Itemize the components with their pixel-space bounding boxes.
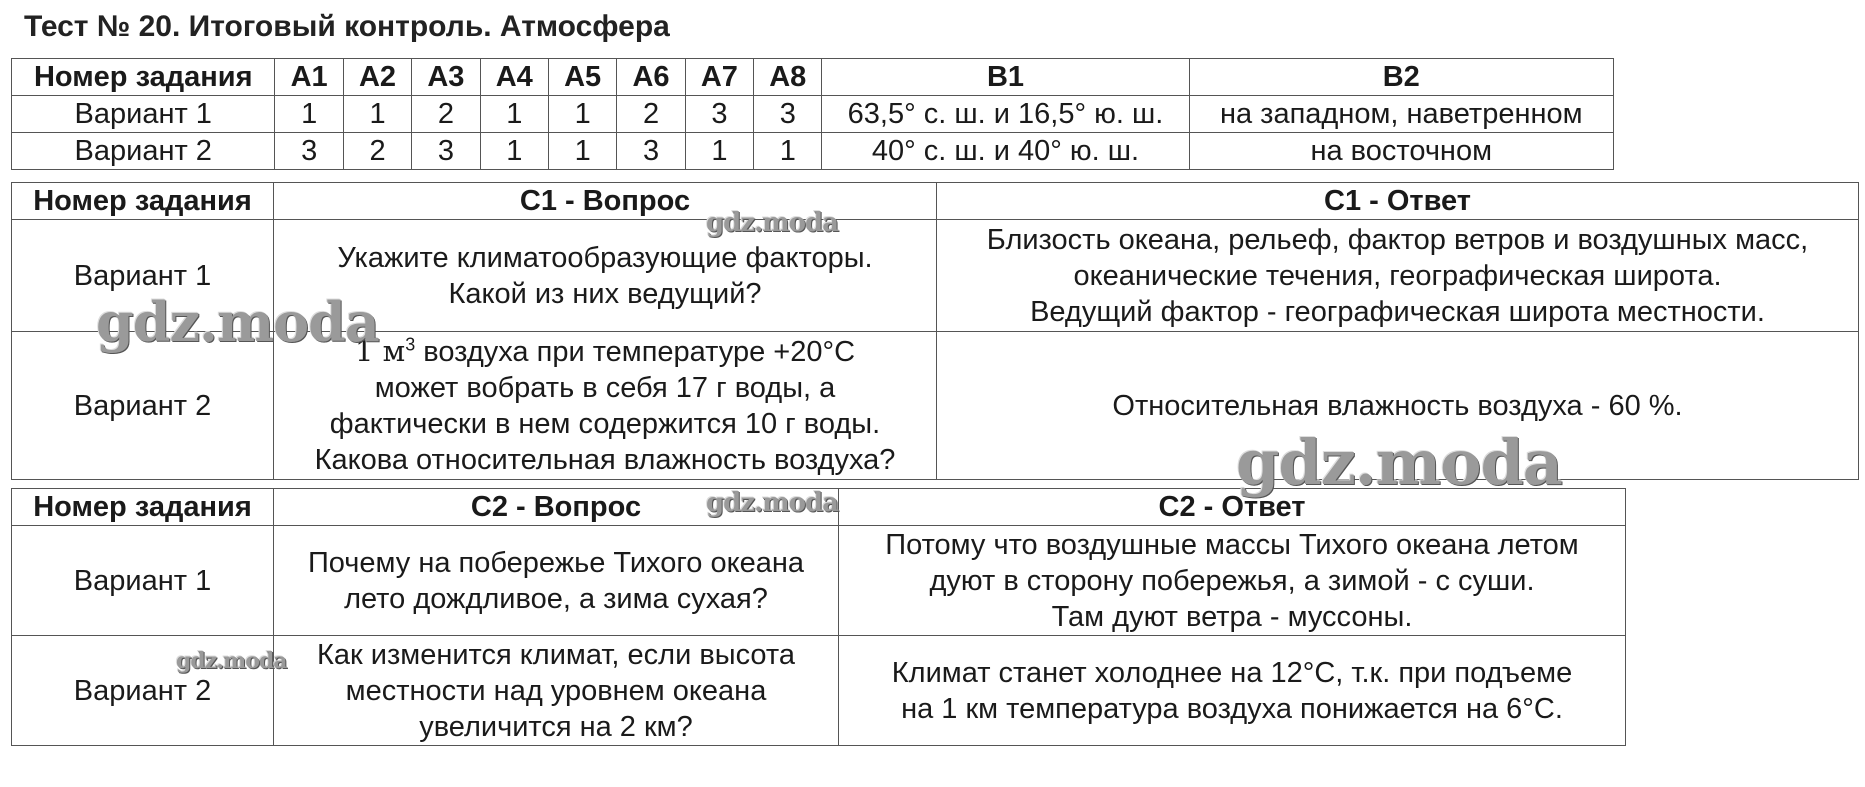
question-text: воздуха при температуре +20°С — [415, 336, 856, 368]
header-cell: A7 — [685, 59, 753, 96]
table-header-row — [12, 183, 1859, 220]
answer-cell: на западном, наветренном — [1189, 96, 1613, 133]
answer-cell: 1 — [685, 133, 753, 170]
header-cell: A6 — [617, 59, 685, 96]
answer-line: Относительная влажность воздуха - 60 %. — [1112, 389, 1683, 422]
answer-line: на 1 км температура воздуха понижается на 6°С. — [901, 692, 1563, 725]
answer-cell — [937, 220, 1859, 332]
answer-cell: 1 — [754, 133, 822, 170]
header-cell: Номер задания — [12, 59, 275, 96]
table-header-row — [12, 489, 1626, 526]
table-row — [12, 332, 1859, 480]
question-line: увеличится на 2 км? — [419, 710, 693, 743]
variant-cell: Вариант 1 — [12, 96, 275, 133]
question-line: фактически в нем содержится 10 г воды. — [329, 408, 881, 440]
table-row — [12, 96, 1614, 133]
answer-cell: 3 — [685, 96, 753, 133]
variant-cell: Вариант 2 — [12, 636, 274, 746]
answers-table-c1 — [11, 182, 1859, 480]
question-line: лето дождливое, а зима сухая? — [344, 582, 768, 615]
answer-line: Близость океана, рельеф, фактор ветров и воздушных масс, — [986, 223, 1809, 256]
table-row — [12, 220, 1859, 332]
header-cell: Номер задания — [12, 489, 274, 526]
answer-line: Климат станет холоднее на 12°С, т.к. при подъеме — [891, 656, 1573, 689]
header-cell: С2 - Вопрос — [274, 489, 839, 526]
header-cell: С2 - Ответ — [839, 489, 1626, 526]
variant-cell: Вариант 2 — [12, 133, 275, 170]
answer-cell: 1 — [343, 96, 411, 133]
watermark: gdz.moda — [706, 488, 839, 518]
answers-table-c2 — [11, 488, 1626, 746]
answer-cell: 63,5° с. ш. и 16,5° ю. ш. — [822, 96, 1189, 133]
table-header-row — [12, 59, 1614, 96]
answer-cell — [839, 636, 1626, 746]
answer-cell: 3 — [412, 133, 480, 170]
question-line: может вобрать в себя 17 г воды, а — [374, 372, 836, 404]
answers-table-ab — [11, 58, 1614, 170]
answer-cell — [839, 526, 1626, 636]
answer-line: Потому что воздушные массы Тихого океана летом — [885, 528, 1579, 561]
answer-cell: 1 — [480, 133, 548, 170]
question-line — [278, 333, 932, 370]
header-cell: A1 — [275, 59, 343, 96]
answer-cell: 1 — [548, 133, 616, 170]
answer-cell: 3 — [617, 133, 685, 170]
header-cell: С1 - Ответ — [937, 183, 1859, 220]
question-cell — [274, 526, 839, 636]
header-cell: B1 — [822, 59, 1189, 96]
answer-cell: 2 — [412, 96, 480, 133]
variant-cell: Вариант 1 — [12, 220, 274, 332]
page-title: Тест № 20. Итоговый контроль. Атмосфера — [24, 10, 670, 43]
question-line: местности над уровнем океана — [345, 674, 767, 707]
header-cell: B2 — [1189, 59, 1613, 96]
watermark: gdz.moda — [176, 648, 287, 674]
superscript: 3 — [405, 334, 416, 355]
question-line: Какова относительная влажность воздуха? — [314, 444, 896, 476]
answer-cell: 1 — [548, 96, 616, 133]
question-line: Почему на побережье Тихого океана — [307, 546, 805, 579]
header-cell: A3 — [412, 59, 480, 96]
answer-line: Там дуют ветра - муссоны. — [1051, 600, 1413, 633]
variant-cell: Вариант 2 — [12, 332, 274, 480]
answer-cell: на восточном — [1189, 133, 1613, 170]
answer-cell — [937, 332, 1859, 480]
question-cell — [274, 220, 937, 332]
header-cell: Номер задания — [12, 183, 274, 220]
watermark: gdz.moda — [1236, 426, 1562, 499]
answer-cell: 1 — [275, 96, 343, 133]
question-cell — [274, 636, 839, 746]
answer-cell: 3 — [754, 96, 822, 133]
question-line: Как изменится климат, если высота — [317, 638, 795, 671]
answer-cell: 40° с. ш. и 40° ю. ш. — [822, 133, 1189, 170]
answer-cell: 1 — [480, 96, 548, 133]
answer-line: океанические течения, географическая широта. — [1073, 259, 1722, 292]
table-row — [12, 526, 1626, 636]
watermark: gdz.moda — [706, 208, 839, 238]
watermark: gdz.moda — [96, 290, 379, 354]
question-cell — [274, 332, 937, 480]
answer-cell: 2 — [617, 96, 685, 133]
question-line: Какой из них ведущий? — [448, 277, 762, 310]
header-cell: A4 — [480, 59, 548, 96]
header-cell: С1 - Вопрос — [274, 183, 937, 220]
answer-cell: 3 — [275, 133, 343, 170]
answer-line: дуют в сторону побережья, а зимой - с суши. — [929, 564, 1535, 597]
question-line: Укажите климатообразующие факторы. — [337, 241, 873, 274]
answer-cell: 2 — [343, 133, 411, 170]
table-row — [12, 133, 1614, 170]
header-cell: A5 — [548, 59, 616, 96]
header-cell: A8 — [754, 59, 822, 96]
variant-cell: Вариант 1 — [12, 526, 274, 636]
header-cell: A2 — [343, 59, 411, 96]
answer-line: Ведущий фактор - географическая широта местности. — [1030, 295, 1765, 328]
table-row — [12, 636, 1626, 746]
volume-unit: 1 м — [354, 334, 406, 368]
